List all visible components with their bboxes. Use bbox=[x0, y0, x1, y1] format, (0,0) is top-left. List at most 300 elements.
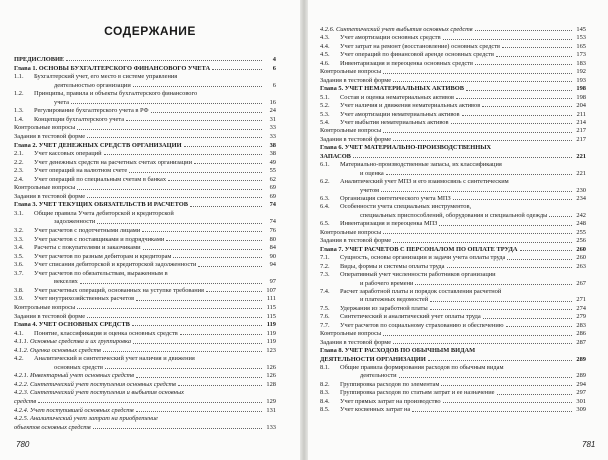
toc-entry bbox=[14, 124, 276, 131]
toc-entry bbox=[14, 338, 276, 345]
toc-entry bbox=[14, 381, 276, 388]
book-gutter bbox=[300, 0, 308, 460]
toc-entry-page: 62 bbox=[269, 175, 276, 183]
toc-entry-number: 7.4. bbox=[320, 287, 330, 295]
toc-dot-leader bbox=[198, 266, 262, 267]
toc-entry-title: Понятие, классификация и оценка основных средств bbox=[34, 329, 178, 337]
toc-dot-leader bbox=[194, 163, 262, 164]
toc-entry bbox=[320, 381, 586, 388]
toc-entry-number: 1.3. bbox=[14, 107, 24, 115]
toc-entry-page: 153 bbox=[576, 34, 586, 42]
toc-chapter-entry bbox=[14, 65, 276, 72]
toc-entry-page: 192 bbox=[576, 68, 586, 76]
toc-entry-title: Общие правила Учета дебиторской и кредиторской bbox=[34, 209, 174, 217]
toc-entry-title: Глава 5. УЧЕТ НЕМАТЕРИАЛЬНЫХ АКТИВОВ bbox=[320, 85, 465, 93]
toc-entry-page: 217 bbox=[576, 135, 586, 143]
toc-entry-title: и оценка bbox=[360, 169, 384, 177]
toc-entry-number: 7.6. bbox=[320, 313, 330, 321]
toc-entry bbox=[14, 184, 276, 191]
toc-dot-leader bbox=[353, 157, 572, 158]
toc-entry-title: Учет амортизации основных средств bbox=[340, 34, 441, 42]
toc-entry bbox=[14, 116, 276, 123]
toc-entry-page: 267 bbox=[576, 279, 586, 287]
toc-entry-page: 33 bbox=[269, 124, 276, 132]
toc-dot-leader bbox=[443, 39, 572, 40]
toc-entry bbox=[14, 82, 276, 89]
toc-entry-page: 129 bbox=[266, 398, 276, 405]
toc-dot-leader bbox=[475, 64, 572, 65]
toc-entry-title: Глава 1. ОСНОВЫ БУХГАЛТЕРСКОГО ФИНАНСОВОГО УЧЕТА bbox=[14, 64, 211, 72]
toc-dot-leader bbox=[132, 325, 262, 326]
toc-entry-page: 283 bbox=[576, 321, 586, 329]
toc-chapter-entry bbox=[320, 153, 586, 160]
toc-entry-page: 24 bbox=[269, 107, 276, 115]
toc-entry-number: 4.6. bbox=[320, 59, 330, 67]
toc-entry-page: 204 bbox=[576, 102, 586, 110]
toc-dot-leader bbox=[383, 73, 572, 74]
toc-right bbox=[308, 0, 608, 460]
toc-dot-leader bbox=[87, 317, 262, 318]
toc-entry-number: 8.1. bbox=[320, 364, 330, 371]
toc-entry-page: 133 bbox=[266, 423, 276, 431]
toc-entry bbox=[320, 280, 586, 287]
toc-entry bbox=[320, 203, 586, 210]
toc-entry-title: Учет внутрихозяйственных расчетов bbox=[34, 295, 135, 303]
toc-entry-title: Расчет заработной платы и порядок составления расчетной bbox=[340, 287, 502, 295]
toc-entry-title: Учет косвенных затрат на bbox=[340, 406, 411, 414]
toc-dot-leader bbox=[126, 120, 262, 121]
toc-entry bbox=[14, 278, 276, 285]
toc-entry bbox=[14, 287, 276, 294]
toc-dot-leader bbox=[482, 106, 572, 107]
toc-dot-leader bbox=[87, 197, 262, 198]
toc-dot-leader bbox=[136, 411, 262, 412]
toc-entry-title: Учет операций на валютном счете bbox=[34, 167, 128, 175]
toc-entry bbox=[14, 389, 276, 396]
toc-entry-page: 49 bbox=[269, 158, 276, 166]
toc-entry bbox=[320, 220, 586, 227]
toc-entry bbox=[14, 227, 276, 234]
toc-entry-title: Учет расчетов по разным дебиторам и кредиторам bbox=[34, 252, 172, 260]
toc-entry-title: учетом bbox=[360, 186, 380, 194]
toc-dot-leader bbox=[497, 394, 572, 395]
toc-entry bbox=[14, 304, 276, 311]
toc-dot-leader bbox=[80, 283, 262, 284]
toc-entry-number: 7.2. bbox=[320, 262, 330, 270]
toc-dot-leader bbox=[133, 86, 262, 87]
toc-entry-title: Глава 8. УЧЕТ РАСХОДОВ ПО ОБЫЧНЫМ ВИДАМ bbox=[320, 347, 476, 355]
toc-entry bbox=[320, 119, 586, 126]
toc-entry-title: учета bbox=[54, 98, 69, 106]
toc-entry-page: 255 bbox=[576, 228, 586, 236]
toc-entry-title: Общие правила формирования расходов по обычным видам bbox=[340, 364, 504, 371]
toc-entry-number: 4.2. bbox=[14, 355, 24, 363]
toc-entry-number: 6.4. bbox=[320, 203, 330, 211]
toc-dot-leader bbox=[38, 402, 262, 403]
toc-entry bbox=[320, 406, 586, 413]
toc-entry bbox=[14, 295, 276, 302]
toc-entry-page: 38 bbox=[269, 141, 276, 149]
toc-entry-title: Аналитический и синтетический учет наличия и движения bbox=[34, 355, 195, 363]
toc-entry-number: 4.1. bbox=[14, 329, 24, 337]
toc-entry-page: 6 bbox=[272, 81, 276, 89]
toc-entry-title: Группировка расходов по элементам bbox=[340, 380, 440, 388]
toc-entry-page: 309 bbox=[576, 406, 586, 414]
toc-dot-leader bbox=[77, 129, 262, 130]
toc-entry-title: средств bbox=[14, 398, 37, 405]
toc-entry-title: Контрольные вопросы bbox=[14, 303, 76, 311]
toc-entry-page: 33 bbox=[269, 132, 276, 140]
toc-entry bbox=[320, 313, 586, 320]
toc-entry-title: ДЕЯТЕЛЬНОСТИ ОРГАНИЗАЦИИ bbox=[320, 355, 426, 363]
toc-entry-page: 145 bbox=[576, 26, 586, 33]
toc-entry-number: 4.3. bbox=[320, 34, 330, 42]
toc-entry-title: 4.2.6. Синтетический учет выбытия основных средств bbox=[320, 26, 473, 33]
toc-entry-page: 115 bbox=[266, 312, 276, 320]
page-number-left: 780 bbox=[16, 440, 30, 449]
toc-dot-leader bbox=[184, 146, 262, 147]
toc-entry-number: 3.6. bbox=[14, 261, 24, 269]
toc-entry bbox=[14, 133, 276, 140]
toc-entry-title: Контрольные вопросы bbox=[320, 330, 382, 338]
toc-chapter-entry bbox=[320, 144, 586, 151]
toc-entry bbox=[320, 187, 586, 194]
toc-chapter-entry bbox=[320, 356, 586, 363]
toc-entry-number: 2.4. bbox=[14, 175, 24, 183]
toc-entry-number: 5.2. bbox=[320, 102, 330, 110]
toc-entry-title: Удержания из заработной платы bbox=[340, 304, 428, 312]
toc-entry bbox=[320, 339, 586, 346]
toc-entry-page: 131 bbox=[266, 406, 276, 414]
toc-entry-title: Учет расчетов с подотчетными лицами bbox=[34, 227, 141, 234]
toc-entry-title: Инвентаризация и переоценка основных средств bbox=[340, 59, 473, 67]
toc-entry-title: объектов основных средств bbox=[14, 423, 91, 431]
toc-entry-title: Особенности учета специальных инструментов, bbox=[340, 203, 472, 211]
toc-dot-leader bbox=[206, 291, 262, 292]
toc-entry bbox=[14, 167, 276, 174]
toc-entry-page: 286 bbox=[576, 330, 586, 338]
toc-entry-title: Учет операций по финансовой аренде основных средств bbox=[340, 51, 494, 59]
toc-entry-title: Аналитический учет МПЗ и его взаимосвязь с синтетическим bbox=[340, 178, 509, 186]
toc-entry-title: Глава 3. УЧЕТ ТЕКУЩИХ ОБЯЗАТЕЛЬСТВ И РАСЧЕТОВ bbox=[14, 201, 188, 209]
toc-entry-page: 74 bbox=[269, 218, 276, 226]
toc-entry-number: 7.7. bbox=[320, 321, 330, 329]
toc-entry-number: 4.4. bbox=[320, 42, 330, 50]
toc-entry-number: 4.5. bbox=[320, 51, 330, 59]
toc-dot-leader bbox=[430, 309, 572, 310]
toc-entry bbox=[320, 271, 586, 278]
toc-entry-title: Учет кассовых операций bbox=[34, 150, 102, 158]
toc-entry-title: Учет расчетов по обязательствам, выраженным в bbox=[34, 269, 168, 277]
toc-entry-number: 8.4. bbox=[320, 397, 330, 405]
toc-entry bbox=[14, 73, 276, 80]
toc-entry bbox=[320, 136, 586, 143]
toc-entry bbox=[14, 90, 276, 97]
toc-entry-title: Учет выбытия нематериальных активов bbox=[340, 118, 449, 126]
toc-entry-title: Задания в тестовой форме bbox=[320, 237, 392, 245]
toc-entry bbox=[14, 372, 276, 379]
toc-entry-page: 271 bbox=[576, 296, 586, 304]
toc-dot-leader bbox=[507, 259, 572, 260]
toc-entry-page: 31 bbox=[269, 115, 276, 123]
toc-entry-title: и платежных ведомостей bbox=[360, 296, 429, 304]
toc-dot-leader bbox=[483, 318, 572, 319]
toc-entry-title: Сущность, основы организации и задачи учета оплаты труда bbox=[340, 254, 506, 262]
toc-entry-title: 4.2.1. Инвентарный учет основных средств bbox=[14, 372, 135, 380]
toc-entry bbox=[320, 178, 586, 185]
toc-chapter-entry bbox=[320, 246, 586, 253]
toc-entry bbox=[14, 107, 276, 114]
toc-entry-title: Учет денежных средств на расчетных счетах организации bbox=[34, 158, 193, 166]
toc-entry-title: Расчеты с покупателями и заказчиками bbox=[34, 244, 141, 252]
toc-entry-page: 119 bbox=[266, 321, 276, 329]
toc-entry bbox=[320, 111, 586, 118]
toc-dot-leader bbox=[399, 377, 572, 378]
toc-entry bbox=[320, 364, 586, 371]
toc-dot-leader bbox=[453, 199, 572, 200]
toc-entry-title: Глава 6. УЧЕТ МАТЕРИАЛЬНО-ПРОИЗВОДСТВЕННЫХ bbox=[320, 144, 492, 152]
toc-dot-leader bbox=[462, 115, 572, 116]
toc-entry-page: 126 bbox=[266, 363, 276, 371]
toc-entry-number: 5.3. bbox=[320, 110, 330, 118]
toc-chapter-entry bbox=[14, 56, 276, 63]
toc-entry-title: деятельности bbox=[360, 372, 397, 380]
toc-entry-title: специальных приспособлений, оборудования и специальной одежды bbox=[360, 211, 548, 219]
toc-entry bbox=[14, 364, 276, 371]
toc-entry-title: Задания в тестовой форме bbox=[14, 192, 86, 200]
toc-entry-title: ПРЕДИСЛОВИЕ bbox=[14, 56, 65, 63]
toc-entry-page: 234 bbox=[576, 195, 586, 202]
toc-entry bbox=[14, 415, 276, 422]
toc-entry bbox=[320, 60, 586, 67]
toc-entry bbox=[320, 68, 586, 75]
toc-entry bbox=[14, 193, 276, 200]
toc-entry bbox=[320, 322, 586, 329]
toc-entry-page: 289 bbox=[576, 372, 586, 380]
toc-entry-number: 6.2. bbox=[320, 178, 330, 186]
toc-entry bbox=[320, 26, 586, 33]
toc-entry-title: Оперативный учет численности работников организации bbox=[340, 271, 496, 279]
toc-dot-leader bbox=[383, 132, 572, 133]
toc-entry-page: 198 bbox=[576, 85, 586, 93]
toc-entry-number: 7.5. bbox=[320, 304, 330, 312]
toc-entry bbox=[14, 355, 276, 362]
left-page bbox=[0, 0, 300, 460]
toc-entry-page: 69 bbox=[269, 184, 276, 192]
toc-left bbox=[0, 0, 300, 460]
toc-dot-leader bbox=[475, 30, 572, 31]
toc-entry bbox=[320, 195, 586, 202]
toc-entry-page: 279 bbox=[576, 313, 586, 321]
toc-entry bbox=[14, 398, 276, 405]
toc-entry bbox=[14, 253, 276, 260]
toc-entry-title: Задания в тестовой форме bbox=[320, 135, 392, 143]
toc-entry-number: 1.2. bbox=[14, 90, 24, 98]
toc-chapter-entry bbox=[320, 85, 586, 92]
toc-dot-leader bbox=[520, 250, 572, 251]
toc-dot-leader bbox=[383, 233, 572, 234]
toc-entry-title: Виды, формы и системы оплаты труда bbox=[340, 262, 445, 270]
toc-dot-leader bbox=[428, 360, 572, 361]
toc-dot-leader bbox=[447, 267, 573, 268]
toc-dot-leader bbox=[151, 112, 262, 113]
toc-entry bbox=[320, 170, 586, 177]
toc-dot-leader bbox=[142, 231, 262, 232]
toc-dot-leader bbox=[77, 189, 262, 190]
toc-dot-leader bbox=[383, 335, 572, 336]
toc-entry-number: 3.9. bbox=[14, 295, 24, 303]
toc-entry-title: Задания в тестовой форме bbox=[320, 76, 392, 84]
toc-entry-page: 217 bbox=[576, 127, 586, 135]
toc-entry-page: 74 bbox=[269, 201, 276, 209]
toc-entry-number: 2.3. bbox=[14, 167, 24, 175]
toc-entry-title: Учет списания дебиторской и кредиторской задолженности bbox=[34, 261, 197, 269]
toc-entry-page: 38 bbox=[269, 150, 276, 158]
toc-entry-number: 7.3. bbox=[320, 271, 330, 279]
toc-entry-title: 4.2.5. Аналитический учет затрат на приобретение bbox=[14, 415, 158, 423]
toc-entry-title: Бухгалтерский учет, его место в системе управления bbox=[34, 73, 178, 81]
toc-entry bbox=[14, 347, 276, 354]
toc-dot-leader bbox=[212, 69, 262, 70]
toc-entry-title: Организация синтетического учета МПЗ bbox=[340, 195, 451, 202]
toc-entry-page: 4 bbox=[272, 56, 276, 63]
toc-entry bbox=[320, 229, 586, 236]
toc-entry-number: 8.5. bbox=[320, 406, 330, 414]
toc-dot-leader bbox=[66, 60, 262, 61]
toc-entry bbox=[14, 424, 276, 431]
toc-dot-leader bbox=[439, 225, 572, 226]
toc-entry-page: 289 bbox=[576, 355, 586, 363]
toc-dot-leader bbox=[415, 284, 572, 285]
toc-entry-page: 16 bbox=[269, 98, 276, 106]
toc-entry-page: 260 bbox=[576, 254, 586, 262]
toc-entry-page: 94 bbox=[269, 261, 276, 269]
toc-entry-title: основных средств bbox=[54, 363, 104, 371]
toc-entry-title: Глава 2. УЧЕТ ДЕНЕЖНЫХ СРЕДСТВ ОРГАНИЗАЦИИ bbox=[14, 141, 182, 149]
toc-dot-leader bbox=[506, 326, 572, 327]
toc-entry-page: 6 bbox=[272, 64, 276, 72]
toc-entry-page: 287 bbox=[576, 338, 586, 346]
toc-dot-leader bbox=[180, 334, 262, 335]
toc-entry bbox=[14, 261, 276, 268]
toc-entry-title: Учет прямых затрат на производство bbox=[340, 397, 441, 405]
page-title: СОДЕРЖАНИЕ bbox=[104, 24, 196, 38]
toc-dot-leader bbox=[549, 216, 572, 217]
toc-entry-title: Синтетический и аналитический учет оплаты труда bbox=[340, 313, 481, 321]
toc-entry-number: 2.2. bbox=[14, 158, 24, 166]
toc-entry-page: 198 bbox=[576, 93, 586, 101]
toc-entry-page: 230 bbox=[576, 186, 586, 194]
toc-entry-title: и рабочего времени bbox=[360, 279, 414, 287]
toc-entry-title: Учет амортизации нематериальных активов bbox=[340, 110, 460, 118]
toc-entry bbox=[14, 218, 276, 225]
toc-entry-page: 123 bbox=[266, 346, 276, 354]
toc-dot-leader bbox=[430, 301, 572, 302]
toc-entry bbox=[14, 330, 276, 337]
toc-entry-title: Задания в тестовой форме bbox=[14, 312, 86, 320]
toc-entry-page: 115 bbox=[266, 303, 276, 311]
toc-entry-title: 4.2.2. Синтетический учет поступления основных средств bbox=[14, 380, 176, 388]
toc-entry-title: Задания в тестовой форме bbox=[14, 132, 86, 140]
toc-entry-number: 3.8. bbox=[14, 286, 24, 294]
toc-entry bbox=[320, 127, 586, 134]
toc-entry-page: 97 bbox=[269, 278, 276, 286]
toc-entry-page: 301 bbox=[576, 397, 586, 405]
toc-entry bbox=[320, 43, 586, 50]
toc-entry-number: 3.3. bbox=[14, 235, 24, 243]
toc-entry bbox=[320, 212, 586, 219]
toc-dot-leader bbox=[502, 47, 572, 48]
toc-entry-number: 1.1. bbox=[14, 73, 24, 81]
toc-entry-page: 119 bbox=[266, 338, 276, 346]
toc-dot-leader bbox=[93, 428, 262, 429]
toc-chapter-entry bbox=[14, 201, 276, 208]
toc-dot-leader bbox=[103, 351, 262, 352]
toc-dot-leader bbox=[87, 137, 262, 138]
toc-entry-title: ЗАПАСОВ bbox=[320, 152, 351, 160]
toc-entry bbox=[320, 161, 586, 168]
toc-dot-leader bbox=[105, 368, 262, 369]
toc-entry-page: 211 bbox=[576, 110, 586, 118]
toc-entry bbox=[320, 288, 586, 295]
toc-entry-title: Принципы, правила и объекты бухгалтерского финансового bbox=[34, 90, 198, 98]
toc-entry-page: 183 bbox=[576, 59, 586, 67]
toc-entry-page: 214 bbox=[576, 118, 586, 126]
toc-entry-title: Учет расчетов с поставщиками и подрядчиками bbox=[34, 235, 165, 243]
toc-dot-leader bbox=[97, 223, 262, 224]
toc-entry-page: 263 bbox=[576, 262, 586, 270]
toc-entry-page: 274 bbox=[576, 304, 586, 312]
toc-entry-title: векселях bbox=[54, 278, 78, 286]
right-page bbox=[308, 0, 608, 460]
toc-entry-title: Контрольные вопросы bbox=[320, 127, 382, 135]
toc-entry bbox=[320, 263, 586, 270]
toc-entry bbox=[14, 210, 276, 217]
toc-dot-leader bbox=[71, 103, 262, 104]
toc-entry bbox=[320, 102, 586, 109]
toc-dot-leader bbox=[441, 385, 572, 386]
toc-entry-number: 3.4. bbox=[14, 244, 24, 252]
toc-dot-leader bbox=[129, 172, 262, 173]
toc-dot-leader bbox=[166, 240, 262, 241]
toc-entry-number: 6.1. bbox=[320, 161, 330, 169]
toc-entry-number: 8.2. bbox=[320, 380, 330, 388]
toc-entry-title: Контрольные вопросы bbox=[320, 228, 382, 236]
toc-dot-leader bbox=[381, 191, 572, 192]
toc-entry bbox=[320, 254, 586, 261]
toc-entry-title: задолженности bbox=[54, 218, 96, 226]
toc-entry-page: 69 bbox=[269, 192, 276, 200]
toc-entry-page: 173 bbox=[576, 51, 586, 59]
toc-entry-page: 90 bbox=[269, 252, 276, 260]
toc-entry-number: 3.2. bbox=[14, 227, 24, 234]
toc-entry-title: Учет затрат на ремонт (восстановление) основных средств bbox=[340, 42, 501, 50]
toc-entry-title: Глава 7. УЧЕТ РАСЧЕТОВ С ПЕРСОНАЛОМ ПО ОПЛАТЕ ТРУДА bbox=[320, 245, 518, 253]
toc-entry-page: 111 bbox=[266, 295, 276, 303]
toc-dot-leader bbox=[451, 123, 572, 124]
toc-entry-title: Концепции бухгалтерского учета bbox=[34, 115, 125, 123]
toc-dot-leader bbox=[143, 249, 262, 250]
toc-dot-leader bbox=[443, 402, 572, 403]
toc-dot-leader bbox=[393, 140, 572, 141]
toc-dot-leader bbox=[178, 385, 262, 386]
toc-entry-title: Глава 4. УЧЕТ ОСНОВНЫХ СРЕДСТВ bbox=[14, 321, 130, 329]
toc-entry-title: Задания в тестовой форме bbox=[320, 338, 392, 346]
toc-dot-leader bbox=[412, 411, 572, 412]
toc-chapter-entry bbox=[14, 321, 276, 328]
toc-entry-page: 193 bbox=[576, 76, 586, 84]
toc-entry-page: 248 bbox=[576, 220, 586, 228]
